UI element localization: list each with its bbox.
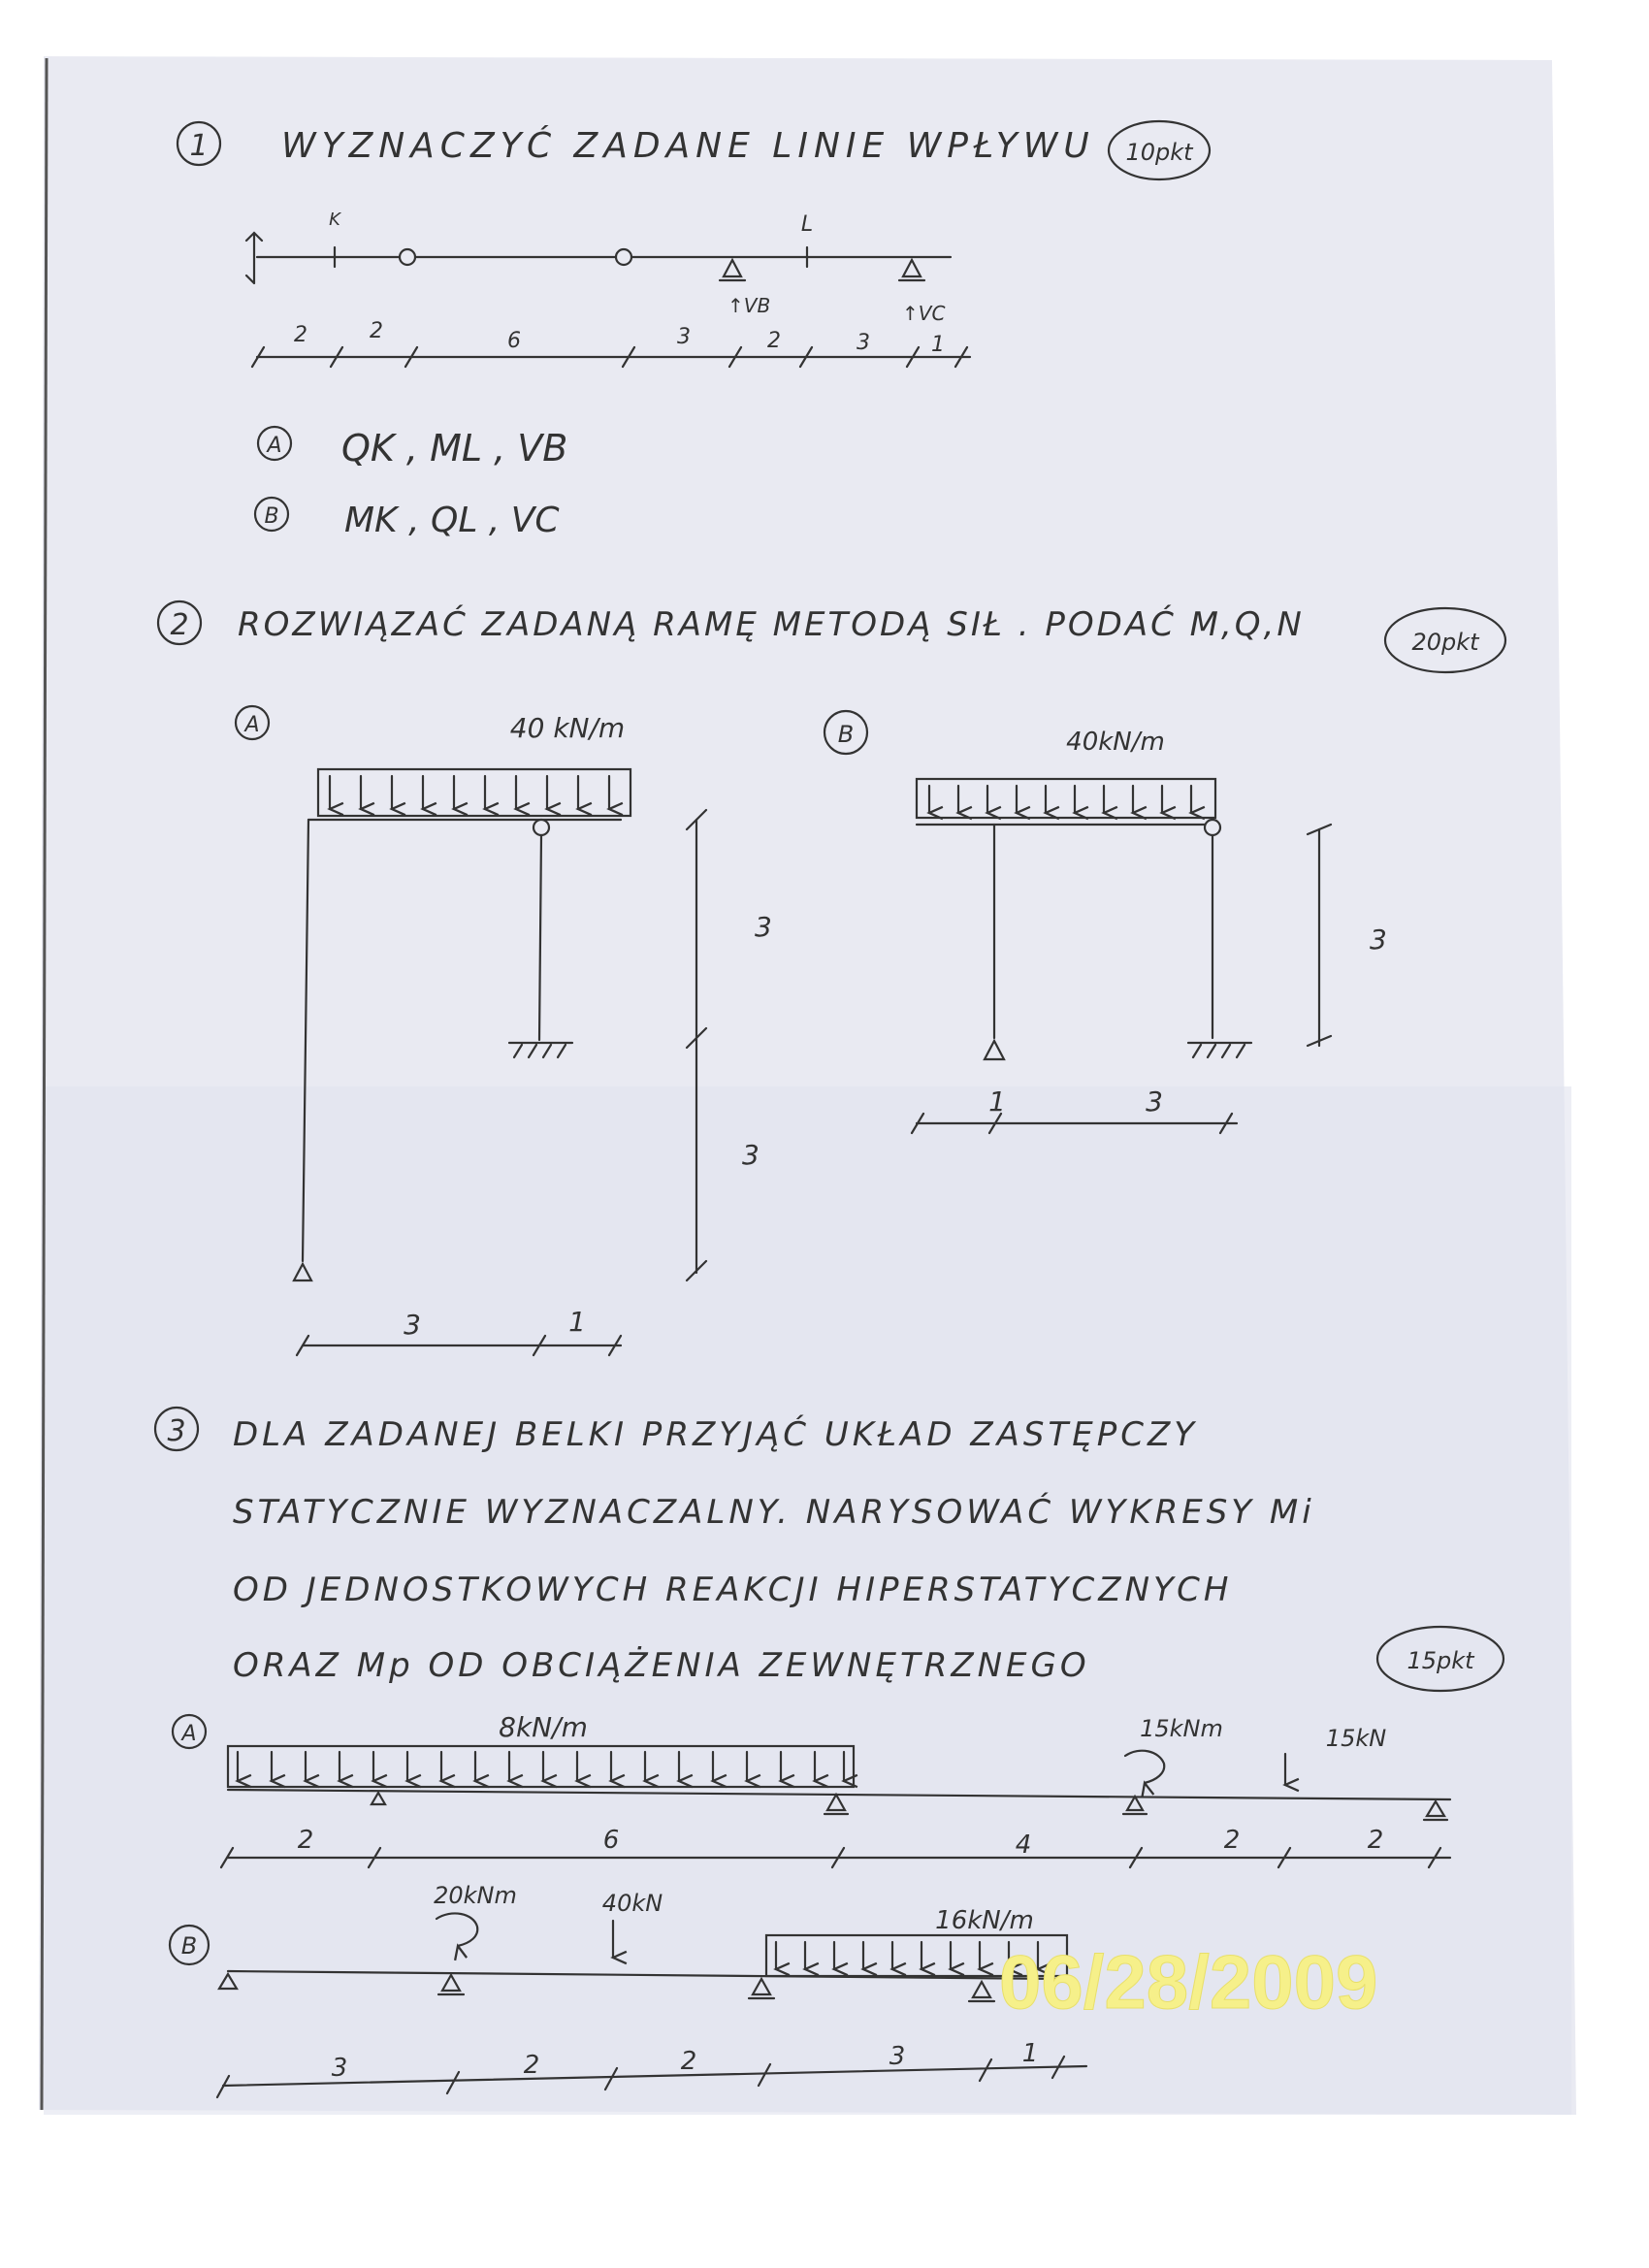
frame-a-w1: 3 bbox=[404, 1309, 421, 1341]
dim: 2 bbox=[294, 323, 307, 347]
hinge bbox=[400, 249, 415, 265]
beam-b-dim: 3 bbox=[331, 2054, 348, 2083]
dim: 2 bbox=[370, 319, 383, 343]
beam-a-dim: 6 bbox=[602, 1826, 620, 1855]
label-l: L bbox=[800, 212, 814, 237]
beam-a-moment-label: 15kNm bbox=[1140, 1715, 1223, 1742]
problem-1-points: 10pkt bbox=[1125, 139, 1193, 166]
label-k: K bbox=[329, 210, 340, 230]
reaction-vc: ↑VC bbox=[902, 302, 946, 325]
frame-a-tag: A bbox=[244, 713, 260, 737]
beam-a-q-label: 8kN/m bbox=[499, 1711, 588, 1743]
dim: 3 bbox=[677, 325, 691, 349]
frame-a-h1: 3 bbox=[755, 911, 772, 943]
beam-b-dim: 2 bbox=[523, 2051, 540, 2080]
frame-b-w2: 3 bbox=[1146, 1085, 1163, 1118]
frame-a-w2: 1 bbox=[568, 1306, 586, 1338]
option-a-text: QK , ML , VB bbox=[341, 427, 568, 470]
option-b-tag: B bbox=[264, 504, 279, 529]
problem-2-heading: ROZWIĄZAĆ ZADANĄ RAMĘ METODĄ SIŁ . PODAĆ M,Q,N bbox=[238, 605, 1305, 644]
dim: 3 bbox=[857, 331, 870, 355]
frame-b-tag: B bbox=[837, 721, 855, 748]
date-stamp: 06/28/2009 bbox=[999, 1939, 1378, 2025]
beam-b-dim: 2 bbox=[680, 2047, 697, 2076]
dim: 2 bbox=[767, 329, 781, 353]
beam-b-dim: 1 bbox=[1021, 2039, 1039, 2068]
problem-3-line: DLA ZADANEJ BELKI PRZYJĄĆ UKŁAD ZASTĘPCZY bbox=[233, 1415, 1199, 1454]
beam-b-tag: B bbox=[180, 1932, 198, 1960]
frame-a-load-label: 40 kN/m bbox=[509, 712, 626, 744]
beam-b-dim: 3 bbox=[889, 2042, 906, 2071]
problem-3-line: ORAZ Mp OD OBCIĄŻENIA ZEWNĘTRZNEGO bbox=[233, 1646, 1090, 1685]
frame-b-hinge bbox=[1205, 820, 1220, 835]
problem-3-number: 3 bbox=[167, 1414, 186, 1448]
beam-a-dim: 2 bbox=[297, 1826, 314, 1855]
problem-3-line: OD JEDNOSTKOWYCH REAKCJI HIPERSTATYCZNYCH bbox=[233, 1571, 1233, 1609]
frame-a-hinge bbox=[534, 820, 549, 835]
beam-a-force-label: 15kN bbox=[1325, 1725, 1387, 1752]
beam-a-dim: 2 bbox=[1223, 1826, 1241, 1855]
beam-b-q-label: 16kN/m bbox=[935, 1906, 1034, 1935]
dim: 1 bbox=[931, 333, 945, 357]
problem-1-heading: WYZNACZYĆ ZADANE LINIE WPŁYWU bbox=[281, 126, 1095, 166]
option-a-tag: A bbox=[267, 434, 282, 458]
option-b-text: MK , QL , VC bbox=[344, 501, 560, 540]
problem-2-number: 2 bbox=[170, 608, 189, 642]
beam-a-dim: 4 bbox=[1015, 1831, 1032, 1860]
frame-b-load-label: 40kN/m bbox=[1066, 728, 1165, 757]
frame-a-h2: 3 bbox=[742, 1139, 760, 1171]
reaction-vb: ↑VB bbox=[728, 294, 771, 317]
beam-b-force-label: 40kN bbox=[601, 1890, 663, 1917]
frame-b-w1: 1 bbox=[988, 1085, 1006, 1118]
beam-b-moment-label: 20kNm bbox=[434, 1882, 517, 1909]
problem-2-points: 20pkt bbox=[1411, 629, 1479, 656]
problem-1-number: 1 bbox=[189, 129, 209, 163]
frame-b-h: 3 bbox=[1370, 923, 1387, 956]
beam-a-tag: A bbox=[181, 1722, 197, 1746]
dim: 6 bbox=[507, 329, 521, 353]
beam-a-dim: 2 bbox=[1367, 1826, 1384, 1855]
hinge bbox=[616, 249, 631, 265]
problem-3-line: STATYCZNIE WYZNACZALNY. NARYSOWAĆ WYKRESY Mi bbox=[233, 1493, 1315, 1532]
problem-3-points: 15pkt bbox=[1406, 1647, 1474, 1674]
